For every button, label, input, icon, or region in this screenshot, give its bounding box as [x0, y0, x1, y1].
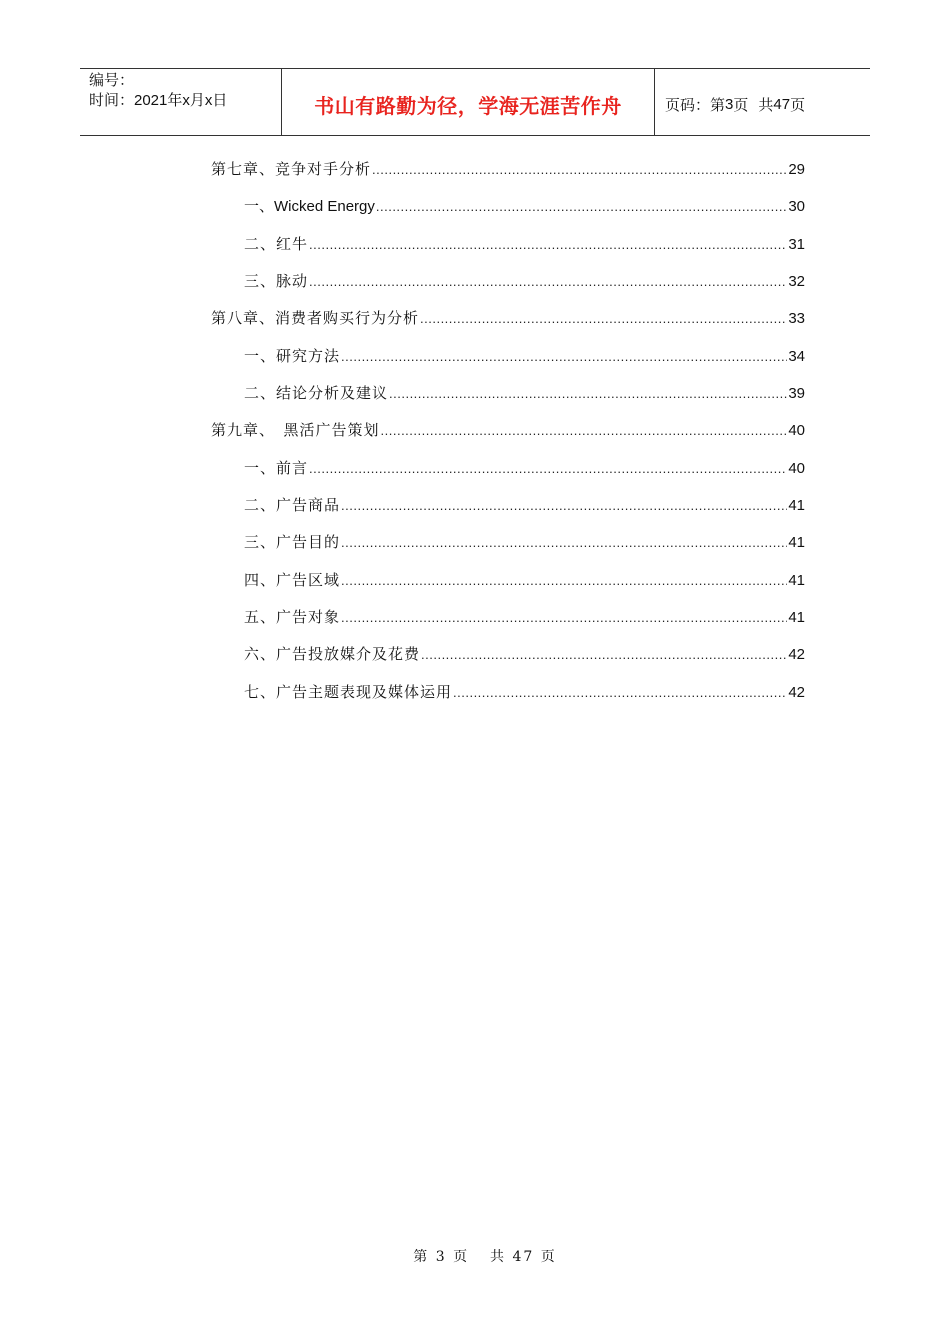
- toc-entry-ad-theme-media[interactable]: [211, 681, 805, 718]
- toc-entry-red-bull[interactable]: [211, 233, 805, 270]
- toc-entry-ad-audience[interactable]: [211, 606, 805, 643]
- toc-entry-title: 五、广告对象: [244, 608, 341, 627]
- footer-total-prefix: 共: [490, 1249, 506, 1265]
- toc-leader-dots: [341, 610, 787, 625]
- toc-entry-preface[interactable]: [211, 457, 805, 494]
- toc-entry-ad-region[interactable]: [211, 569, 805, 606]
- toc-leader-dots: [420, 311, 787, 326]
- toc-entry-title: 六、广告投放媒介及花费: [244, 645, 421, 664]
- footer-page-unit: 页: [453, 1249, 470, 1265]
- toc-entry-page: 41: [788, 534, 805, 552]
- header-page-total: 47: [773, 95, 791, 113]
- toc-entry-page: 41: [788, 571, 805, 589]
- toc-entry-page: 31: [788, 235, 805, 253]
- toc-entry-page: 42: [788, 683, 805, 701]
- header-meta-cell: [80, 69, 281, 135]
- toc-entry-title: 一、前言: [244, 458, 309, 477]
- toc-entry-chapter-7[interactable]: [211, 158, 805, 195]
- header-page-current: 3: [725, 95, 734, 113]
- toc-leader-dots: [341, 573, 787, 588]
- toc-entry-title: 七、广告主题表现及媒体运用: [244, 682, 453, 701]
- document-time-label: 时间：2021年x月x日: [89, 92, 228, 109]
- header-page-prefix: 页码：第: [665, 96, 726, 114]
- toc-entry-page: 41: [788, 497, 805, 515]
- toc-entry-title: 第八章、消费者购买行为分析: [211, 309, 420, 328]
- toc-entry-title: 二、红牛: [244, 234, 309, 253]
- toc-entry-title: 四、广告区域: [244, 570, 341, 589]
- toc-entry-page: 40: [788, 422, 805, 440]
- footer-page-current: 3: [435, 1249, 447, 1265]
- toc-entry-title: 一、研究方法: [244, 346, 341, 365]
- toc-leader-dots: [421, 647, 787, 662]
- toc-entry-title: 二、结论分析及建议: [244, 384, 389, 403]
- toc-entry-page: 42: [788, 646, 805, 664]
- toc-entry-ad-product[interactable]: [211, 494, 805, 531]
- toc-entry-page: 40: [788, 459, 805, 477]
- toc-leader-dots: [376, 199, 787, 214]
- toc-leader-dots: [381, 423, 788, 438]
- toc-leader-dots: [309, 237, 787, 252]
- toc-entry-research-method[interactable]: [211, 345, 805, 382]
- toc-entry-chapter-8[interactable]: [211, 307, 805, 344]
- toc-entry-page: 34: [788, 347, 805, 365]
- toc-leader-dots: [389, 386, 787, 401]
- toc-leader-dots: [309, 461, 787, 476]
- toc-leader-dots: [453, 685, 787, 700]
- toc-leader-dots: [309, 274, 787, 289]
- toc-entry-page: 29: [788, 161, 805, 178]
- toc-entry-title: 三、广告目的: [244, 533, 341, 552]
- header-total-prefix: 共: [758, 96, 774, 114]
- toc-entry-ad-purpose[interactable]: [211, 531, 805, 568]
- toc-entry-page: 30: [788, 198, 805, 216]
- table-of-contents: [211, 158, 805, 718]
- page-header: [80, 68, 870, 136]
- page-footer: [0, 1246, 950, 1266]
- toc-entry-mizone[interactable]: [211, 270, 805, 307]
- toc-entry-conclusions[interactable]: [211, 382, 805, 419]
- toc-entry-ad-media-cost[interactable]: [211, 643, 805, 680]
- header-page-cell: [655, 69, 870, 135]
- footer-total-unit: 页: [540, 1249, 557, 1265]
- toc-entry-page: 32: [788, 273, 805, 291]
- toc-entry-wicked-energy[interactable]: [211, 195, 805, 232]
- toc-entry-title: 二、广告商品: [244, 496, 341, 515]
- toc-entry-title: 第七章、竞争对手分析: [211, 160, 372, 178]
- header-page-unit: 页: [733, 96, 749, 114]
- toc-entry-page: 41: [788, 609, 805, 627]
- header-motto: 书山有路勤为径，学海无涯苦作舟: [314, 93, 622, 118]
- header-total-unit: 页: [790, 96, 806, 114]
- toc-leader-dots: [341, 349, 787, 364]
- footer-prefix: 第: [413, 1249, 430, 1265]
- toc-entry-page: 33: [788, 310, 805, 328]
- toc-leader-dots: [341, 498, 787, 513]
- toc-entry-chapter-9[interactable]: [211, 419, 805, 456]
- toc-entry-title: 一、Wicked Energy: [244, 198, 375, 216]
- header-motto-cell: [281, 69, 655, 135]
- toc-leader-dots: [341, 535, 787, 550]
- footer-page-total: 47: [512, 1249, 535, 1265]
- toc-entry-page: 39: [788, 385, 805, 403]
- toc-entry-title: 第九章、 黑活广告策划: [211, 421, 380, 440]
- document-number-label: 编号：: [89, 72, 135, 89]
- toc-entry-title: 三、脉动: [244, 272, 309, 291]
- toc-leader-dots: [372, 162, 787, 177]
